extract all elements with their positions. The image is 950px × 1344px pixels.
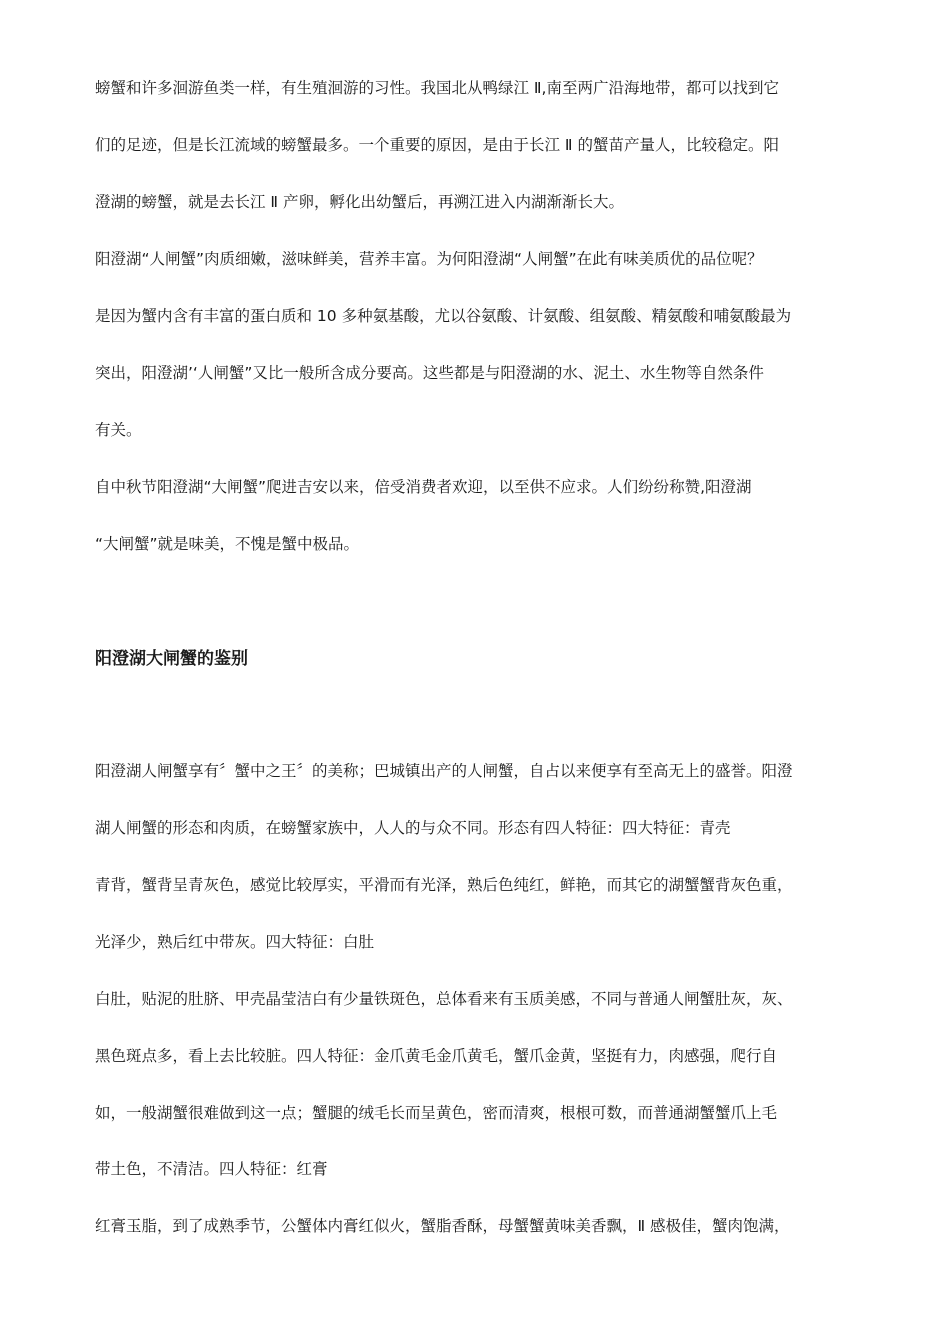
text-line: 阳澄湖人闸蟹享有〞蟹中之王〞的美称；巴城镇出产的人闸蟹，自占以来便享有至高无上的盛誉。阳澄 — [95, 762, 793, 780]
text-line: 红膏玉脂，到了成熟季节，公蟹体内膏红似火，蟹脂香酥，母蟹蟹黄味美香飘，Ⅱ 感极佳，蟹肉饱满， — [95, 1217, 790, 1235]
text-line: “大闸蟹”就是味美，不愧是蟹中极品。 — [95, 535, 360, 553]
text-line: 阳澄湖“人闸蟹”肉质细嫩，滋味鲜美，营养丰富。为何阳澄湖“人闸蟹”在此有味美质优的品位呢？ — [95, 250, 763, 268]
text-line: 有关。 — [95, 421, 142, 439]
text-line: 如，一般湖蟹很难做到这一点；蟹腿的绒毛长而呈黄色，密而清爽，根根可数，而普通湖蟹蟹爪上毛 — [95, 1104, 778, 1122]
text-line: 螃蟹和许多洄游鱼类一样，有生殖洄游的习性。我国北从鸭绿江 Ⅱ,南至两广沿海地带，都可以找到它 — [95, 79, 779, 97]
text-line: 白肚，贴泥的肚脐、甲壳晶莹洁白有少量铁斑色，总体看来有玉质美感，不同与普通人闸蟹肚灰，灰、 — [95, 990, 793, 1008]
text-line: 澄湖的螃蟹，就是去长江 Ⅱ 产卵，孵化出幼蟹后，再溯江进入内湖渐渐长大。 — [95, 193, 624, 211]
text-line: 青背，蟹背呈青灰色，感觉比较厚实，平滑而有光泽，熟后色纯红，鲜艳，而其它的湖蟹蟹背灰色重， — [95, 876, 793, 894]
text-line: 带土色，不清洁。四人特征：红膏 — [95, 1160, 328, 1178]
text-line: 自中秋节阳澄湖“大闸蟹”爬进吉安以来，倍受消费者欢迎，以至供不应求。人们纷纷称赞,阳澄湖 — [95, 478, 752, 496]
text-line: 黑色斑点多，看上去比较脏。四人特征：金爪黄毛金爪黄毛，蟹爪金黄，坚挺有力，肉感强，爬行自 — [95, 1047, 778, 1065]
text-line: 湖人闸蟹的形态和肉质，在螃蟹家族中，人人的与众不同。形态有四人特征：四大特征：青壳 — [95, 819, 731, 837]
section-heading: 阳澄湖大闸蟹的鉴别 — [95, 649, 248, 669]
text-line: 突出，阳澄湖’‘人闸蟹”又比一般所含成分要高。这些都是与阳澄湖的水、泥土、水生物等自然条件 — [95, 364, 764, 382]
text-line: 是因为蟹内含有丰富的蛋白质和 10 多种氨基酸，尤以谷氨酸、计氨酸、组氨酸、精氨酸和哺氨酸最为 — [95, 307, 792, 325]
text-line: 们的足迹，但是长江流域的螃蟹最多。一个重要的原因，是由于长江 Ⅱ 的蟹苗产量人，比较稳定。阳 — [95, 136, 779, 154]
text-line: 光泽少，熟后红中带灰。四大特征：白肚 — [95, 933, 375, 951]
